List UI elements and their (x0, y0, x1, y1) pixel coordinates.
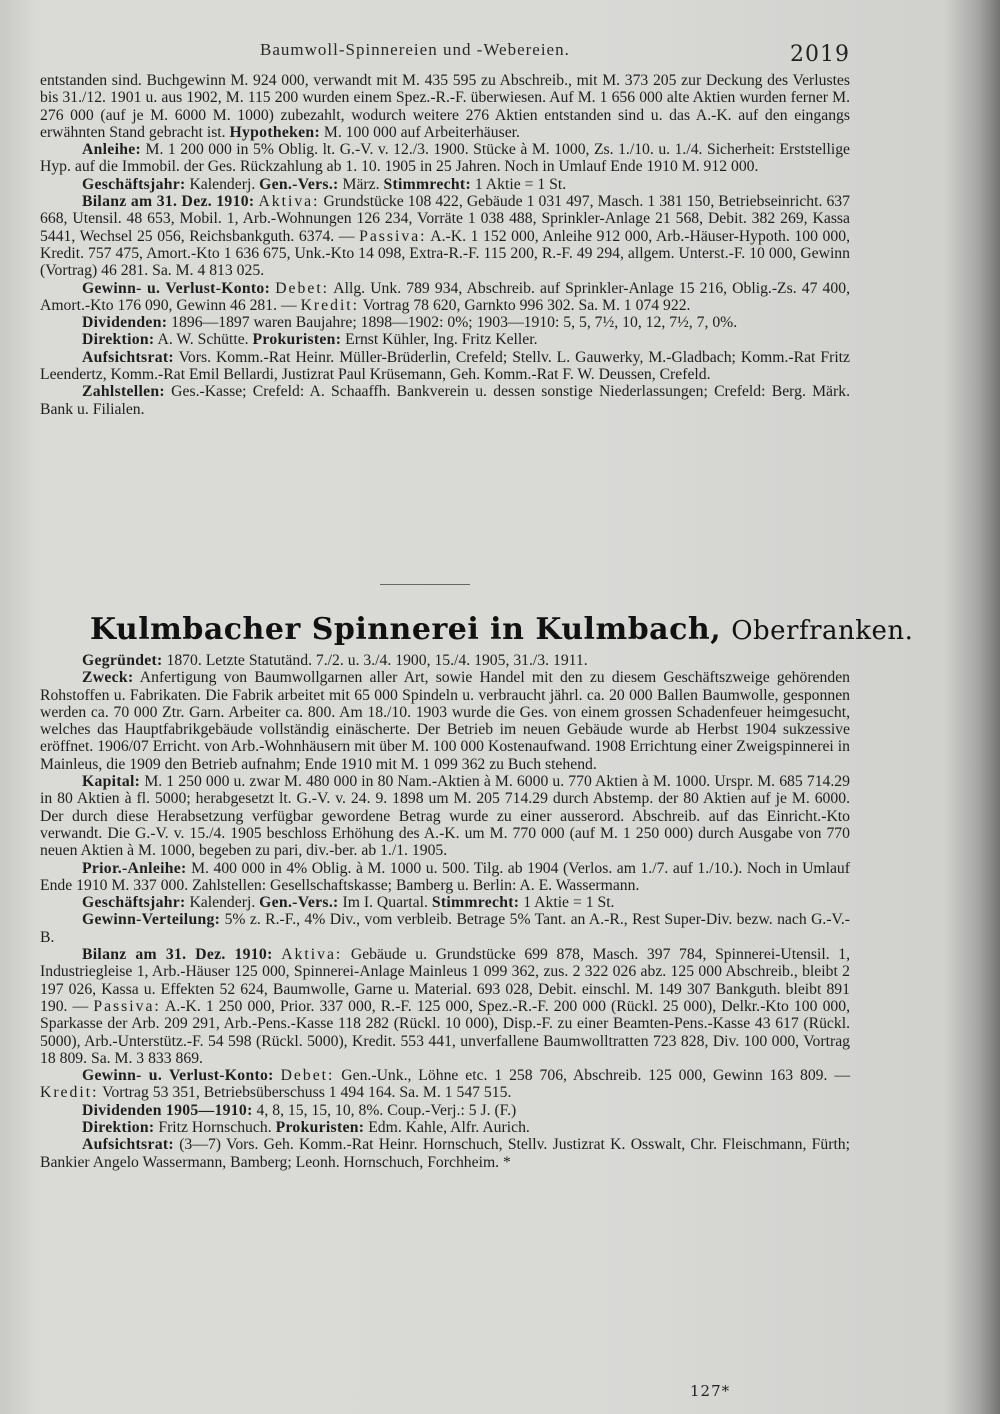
company-dividenden-text: 4, 8, 15, 15, 10, 8%. Coup.-Verj.: 5 J. (F.) (256, 1101, 517, 1119)
company-kredit-label: Kredit: (40, 1084, 99, 1102)
gegruendet-label: Gegründet: (82, 652, 163, 669)
previous-entry (40, 72, 850, 418)
company-region: Oberfranken. (731, 616, 914, 646)
company-genvers-label: Gen.-Vers.: (259, 894, 339, 912)
sheet-signature: 127* (690, 1382, 731, 1400)
direktion-label: Direktion: (82, 331, 155, 349)
aufsichtsrat-text: Vors. Komm.-Rat Heinr. Müller-Brüderlin, Crefeld; Stellv. L. Gauwerky, M.-Gladbach; Komm.-Rat Fritz Leendertz, Komm.-Rat Emil Bellardi, Justizrat Paul Krüsemann, Geh. Komm.-Rat F. W. Deussen, Crefeld. (40, 348, 850, 384)
kredit-label: Kredit: (300, 296, 360, 314)
hypotheken-label: Hypotheken: (229, 123, 320, 141)
guv-label: Gewinn- u. Verlust-Konto: (82, 279, 271, 297)
direktion-text: A. W. Schütte. (157, 331, 249, 349)
prev-intro-text: entstanden sind. Buchgewinn M. 924 000, verwandt mit M. 435 595 zu Abschreib., mit M. 373 205 zur Deckung des Verlustes bis 31./12. 1901 u. aus 1902, M. 115 200 wurden einem Spez.-R.-F. überwiesen. Auf M. 1 656 000 alte Aktien wurden ferner M. 276 000 (auf je M. 6000 M. 1000) zubezahlt, wodurch weitere 276 Aktien entstanden sind u. das A.-K. auf den eingangs erwähnten Stand gebracht ist. (40, 72, 850, 141)
passiva-text: A.-K. 1 152 000, Anleihe 912 000, Arb.-Häuser-Hypoth. 100 000, Kredit. 757 475, Amort.-Kto 1 636 675, Unk.-Kto 14 098, Extra-R.-F. 115 200, R.-F. 49 294, allgem. Unterst.-F. 10 000, Gewinn (Vortrag) 46 281. Sa. M. 4 813 025. (40, 227, 851, 280)
debet-text: Allg. Unk. 789 934, Abschreib. auf Sprinkler-Anlage 15 216, Oblig.-Zs. 47 400, Amort.-Kto 176 090, Gewinn 46 281. — (40, 279, 851, 314)
kapital-paragraph (40, 773, 850, 859)
gegruendet-paragraph (40, 652, 850, 669)
direktion-paragraph (40, 331, 850, 348)
gewinn-verteilung-label: Gewinn-Verteilung: (82, 911, 221, 929)
bilanz-paragraph (40, 193, 850, 279)
company-prokuristen-label: Prokuristen: (275, 1119, 365, 1137)
passiva-label: Passiva: (359, 227, 427, 245)
company-aktiva-text: Gebäude u. Grundstücke 699 878, Masch. 397 784, Spinnerei-Utensil. 1, Industriegleise 1, Arb.-Häuser 125 000, Spinnerei-Anlage Mainleus 1 099 362, zus. 2 322 026 abz. 125 000 Abschreib., bleibt 2 197 026, Kassa u. Effekten 52 624, Baumwolle, Garne u. Material. 693 028, Debit. einschl. M. 149 307 Bankguth. bleibt 891 190. — (40, 946, 851, 1015)
company-name: Kulmbacher Spinnerei in Kulmbach, (90, 612, 722, 647)
prior-anleihe-label: Prior.-Anleihe: (82, 859, 187, 877)
page-edge-shadow (945, 0, 1000, 1414)
anleihe-paragraph (40, 141, 850, 176)
stimmrecht-text: 1 Aktie = 1 St. (474, 175, 567, 193)
kapital-text: M. 1 250 000 u. zwar M. 480 000 in 80 Nam.-Aktien à M. 6000 u. 770 Aktien à M. 1000. Urspr. M. 685 714.29 in 80 Aktien à fl. 5000; herabgesetzt lt. G.-V. v. 24. 9. 1898 um M. 205 714.29 durch Abstemp. der 80 Aktien auf je M. 6000. Der durch diese Herabsetzung verfügbar gewordene Betrag wurde zu einer ausserord. Abschreib. auf das Einricht.-Kto verwandt. Die G.-V. v. 15./4. 1905 beschloss Erhöhung des A.-K. um M. 770 000 (auf M. 1 250 000) durch Ausgabe von 770 neuen Aktien à M. 1000, begeben zu pari, div.-ber. ab 1./1. 1905. (40, 773, 850, 860)
geschaeftsjahr-text: Kalenderj. (189, 175, 256, 193)
page-number: 2019 (790, 42, 850, 67)
aufsichtsrat-paragraph (40, 349, 850, 384)
guv-paragraph (40, 280, 850, 315)
company-prokuristen-text: Edm. Kahle, Alfr. Aurich. (368, 1119, 530, 1137)
stimmrecht-label: Stimmrecht: (383, 175, 471, 193)
company-heading (90, 612, 914, 647)
zahlstellen-label: Zahlstellen: (82, 383, 165, 401)
genvers-text: März. (342, 175, 380, 193)
zweck-text: Anfertigung von Baumwollgarnen aller Art, sowie Handel mit den zu diesem Geschäftszweige gehörenden Rohstoffen u. Fabrikaten. Die Fabrik arbeitet mit 65 000 Spindeln u. verbraucht jährl. ca. 20 000 Ballen Baumwolle, gesponnen werden ca. 70 000 Ztr. Garn. Arbeiter ca. 800. Am 18./10. 1903 wurde die Ges. von einem grossen Schadenfeuer heimgesucht, welches das Hauptfabrikgebäude vollständig einäscherte. Der Betrieb im neuen Gebäude wurde ab Herbst 1904 sukzessive eröffnet. 1906/07 Erricht. von Arb.-Wohnhäusern mit über M. 100 000 Kostenaufwand. 1908 Errichtung einer Zweigspinnerei in Mainleus, die 1909 den Betrieb aufnahm; Ende 1910 mit M. 1 099 362 zu Buch stehend. (40, 669, 851, 773)
company-dividenden-paragraph (40, 1102, 850, 1119)
gewinn-verteilung-paragraph (40, 911, 850, 946)
company-geschaeftsjahr-paragraph (40, 894, 850, 911)
debet-label: Debet: (275, 279, 330, 297)
company-stimmrecht-label: Stimmrecht: (431, 894, 520, 912)
company-debet-text: Gen.-Unk., Löhne etc. 1 258 706, Abschreib. 125 000, Gewinn 163 809. — (341, 1067, 851, 1085)
company-direktion-paragraph (40, 1119, 850, 1136)
gewinn-verteilung-text: 5% z. R.-F., 4% Div., vom verbleib. Betrage 5% Tant. an A.-R., Rest Super-Div. bezw. nach G.-V.-B. (40, 911, 850, 946)
prior-anleihe-paragraph (40, 860, 850, 895)
zweck-paragraph (40, 669, 850, 773)
zweck-label: Zweck: (82, 669, 134, 687)
geschaeftsjahr-label: Geschäftsjahr: (82, 175, 186, 193)
genvers-label: Gen.-Vers.: (259, 175, 339, 193)
company-aufsichtsrat-text: (3—7) Vors. Geh. Komm.-Rat Heinr. Hornschuch, Stellv. Justizrat K. Osswalt, Chr. Fleischmann, Fürth; Bankier Angelo Wassermann, Bamberg; Leonh. Hornschuch, Forchheim. * (40, 1136, 851, 1171)
company-dividenden-label: Dividenden 1905—1910: (82, 1101, 253, 1119)
aktiva-label: Aktiva: (258, 193, 320, 211)
company-entry (40, 652, 850, 1171)
anleihe-text: M. 1 200 000 in 5% Oblig. lt. G.-V. v. 12./3. 1900. Stücke à M. 1000, Zs. 1./10. u. 1./4. Sicherheit: Erststellige Hyp. auf die Immobil. der Ges. Rückzahlung ab 1. 10. 1905 in 25 Jahren. Noch in Umlauf Ende 1910 M. 912 000. (40, 141, 850, 176)
company-passiva-label: Passiva: (93, 997, 161, 1015)
company-aufsichtsrat-paragraph (40, 1136, 850, 1171)
dividenden-text: 1896—1897 waren Baujahre; 1898—1902: 0%; 1903—1910: 5, 5, 7½, 10, 12, 7½, 7, 0%. (171, 314, 738, 332)
company-guv-paragraph (40, 1067, 850, 1102)
company-debet-label: Debet: (280, 1067, 335, 1085)
zahlstellen-paragraph (40, 383, 850, 418)
bilanz-label: Bilanz am 31. Dez. 1910: (82, 193, 255, 211)
prev-intro-paragraph (40, 72, 850, 141)
prokuristen-label: Prokuristen: (252, 331, 342, 349)
kredit-text: Vortrag 78 620, Garnkto 996 302. Sa. M. 1 074 922. (362, 296, 691, 314)
company-genvers-text: Im I. Quartal. (342, 894, 428, 912)
dividenden-label: Dividenden: (82, 314, 168, 332)
company-direktion-text: Fritz Hornschuch. (158, 1119, 272, 1137)
company-kredit-text: Vortrag 53 351, Betriebsüberschuss 1 494 164. Sa. M. 1 547 515. (102, 1084, 512, 1102)
dividenden-paragraph (40, 314, 850, 331)
company-guv-label: Gewinn- u. Verlust-Konto: (82, 1067, 274, 1085)
anleihe-label: Anleihe: (82, 141, 142, 159)
running-head: Baumwoll-Spinnereien und -Webereien. (260, 40, 570, 59)
section-divider (380, 584, 470, 585)
kapital-label: Kapital: (82, 773, 141, 791)
company-passiva-text: A.-K. 1 250 000, Prior. 337 000, R.-F. 125 000, Spez.-R.-F. 200 000 (Rückl. 25 000), Delkr.-Kto 100 000, Sparkasse der Arb. 209 291, Arb.-Pens.-Kasse 118 282 (Rückl. 10 000), Disp.-F. zu einer Beamten-Pens.-Kasse 43 617 (Rückl. 5000), Arb.-Unterstütz.-F. 54 598 (Rückl. 5000), Kredit. 553 441, unverfallene Baumwolltratten 723 828, Div. 100 000, Vortrag 18 809. Sa. M. 3 833 869. (40, 997, 851, 1067)
company-geschaeftsjahr-label: Geschäftsjahr: (82, 894, 186, 912)
aktiva-text: Grundstücke 108 422, Gebäude 1 031 497, Masch. 1 381 150, Betriebseinricht. 637 668, Utensil. 48 653, Mobil. 1, Arb.-Wohnungen 126 234, Vorräte 1 038 488, Sprinkler-Anlage 21 568, Debit. 382 269, Kassa 5441, Wechsel 25 056, Reichsbankguth. 6374. — (40, 193, 850, 245)
hypotheken-text: M. 100 000 auf Arbeiterhäuser. (323, 123, 520, 141)
zahlstellen-text: Ges.-Kasse; Crefeld: A. Schaaffh. Bankverein u. dessen sonstige Niederlassungen; Crefeld: Berg. Märk. Bank u. Filialen. (40, 383, 851, 418)
company-bilanz-label: Bilanz am 31. Dez. 1910: (82, 946, 273, 964)
geschaeftsjahr-paragraph (40, 176, 850, 193)
company-aufsichtsrat-label: Aufsichtsrat: (82, 1136, 174, 1154)
aufsichtsrat-label: Aufsichtsrat: (82, 348, 174, 366)
prokuristen-text: Ernst Kühler, Ing. Fritz Keller. (345, 331, 538, 349)
prior-anleihe-text: M. 400 000 in 4% Oblig. à M. 1000 u. 500. Tilg. ab 1904 (Verlos. am 1./7. auf 1./10.). Noch in Umlauf Ende 1910 M. 337 000. Zahlstellen: Gesellschaftskasse; Bamberg u. Berlin: A. E. Wassermann. (40, 859, 850, 894)
company-aktiva-label: Aktiva: (281, 946, 343, 964)
company-geschaeftsjahr-text: Kalenderj. (189, 894, 256, 912)
company-direktion-label: Direktion: (82, 1119, 155, 1137)
gegruendet-text: 1870. Letzte Statutänd. 7./2. u. 3./4. 1900, 15./4. 1905, 31./3. 1911. (166, 652, 588, 669)
company-stimmrecht-text: 1 Aktie = 1 St. (523, 894, 615, 912)
company-bilanz-paragraph (40, 946, 850, 1067)
